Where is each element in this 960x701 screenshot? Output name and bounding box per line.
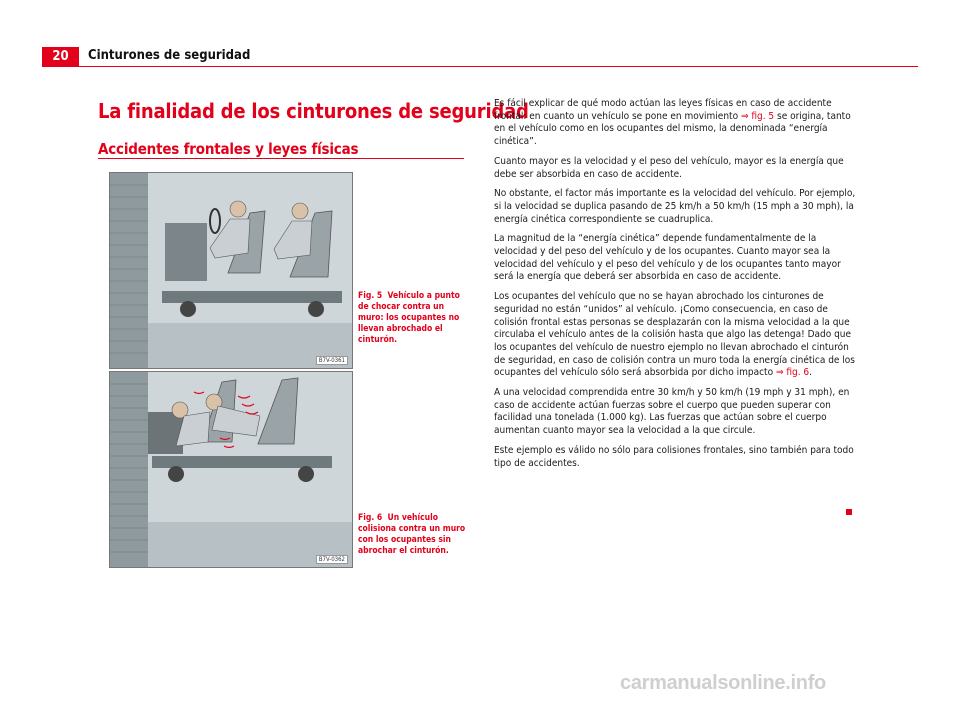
paragraph [494,233,856,284]
figure-6-caption-text: Un vehículo colisiona contra un muro con los ocupantes sin abrochar el cinturón. [358,513,466,556]
section-title: Cinturones de seguridad [88,48,251,63]
paragraph [494,156,856,181]
page-heading: La finalidad de los cinturones de seguridad [98,99,529,123]
paragraph-text: A una velocidad comprendida entre 30 km/h y 50 km/h (19 mph y 31 mph), en caso de accidente actúan fuerzas sobre el cuerpo que pueden superar con facilidad una tonelada (1.000 kg). Las fuerzas que actúan sobre el cuerpo aumentan cuanto mayor sea la velocidad a la que circule. [494,387,850,437]
paragraph [494,188,856,226]
paragraph-text: . [809,367,813,379]
subheading-divider [98,158,464,159]
figure-6-label: Fig. 6 [358,513,383,523]
paragraph-text: La magnitud de la “energía cinética” depende fundamentalmente de la velocidad y del peso del vehículo y de los ocupantes. Cuanto mayor sea la velocidad del vehículo y el peso del vehículo y de los ocupantes tanto mayor será la energía que deberá ser absorbida en caso de accidente. [494,233,841,283]
paragraph-text: Cuanto mayor es la velocidad y el peso del vehículo, mayor es la energía que debe ser absorbida en caso de accidente. [494,155,844,180]
paragraph [494,387,856,438]
figure-6-image [109,371,353,568]
paragraph [494,445,856,470]
paragraph-text: se origina, tanto en el vehículo como en los ocupantes del mismo, la denominada “energía cinética”. [494,110,851,148]
page-subheading: Accidentes frontales y leyes físicas [98,140,359,158]
page-number: 20 [42,47,79,67]
figure-6-code: B7V-0362 [316,555,348,564]
section-end-marker [846,509,852,515]
paragraph-text: Es fácil explicar de qué modo actúan las leyes físicas en caso de accidente frontal: en cuanto un vehículo se pone en movimiento [494,98,832,122]
figure-reference-link[interactable]: ⇒ fig. 5 [740,110,775,122]
figure-6-caption [358,513,466,557]
figure-5-image [109,172,353,369]
body-text [494,98,856,477]
figure-5-label: Fig. 5 [358,291,383,301]
figure-5-caption-text: Vehículo a punto de chocar contra un muro: los ocupantes no llevan abrochado el cinturón. [358,291,460,345]
paragraph-text: No obstante, el factor más importante es la velocidad del vehículo. Por ejemplo, si la velocidad se duplica pasando de 25 km/h a 50 km/h (15 mph a 30 mph), la energía cinética correspondiente se cuadruplica. [494,188,856,225]
figure-5-code: B7V-0361 [316,356,348,365]
paragraph [494,291,856,380]
paragraph-text: Este ejemplo es válido no sólo para colisiones frontales, sino también para todo tipo de accidentes. [494,444,854,469]
header-divider [42,66,918,67]
paragraph [494,98,856,149]
paragraph-text: Los ocupantes del vehículo que no se hayan abrochado los cinturones de seguridad no están “unidos” al vehículo. ¡Como consecuencia, en caso de colisión frontal estas personas se desplazarán con la misma velocidad a la que circulaba el vehículo antes de la colisión hasta que algo las detenga! Dado que los ocupantes del vehículo de nuestro ejemplo no llevan abrochado el cinturón de seguridad, en caso de colisión contra un muro toda la energía cinética de los ocupantes del vehículo sólo será absorbida por dicho impacto [494,291,855,379]
figure-reference-link[interactable]: ⇒ fig. 6 [775,367,810,379]
figure-5-caption [358,291,466,346]
watermark: carmanualsonline.info [620,672,826,694]
